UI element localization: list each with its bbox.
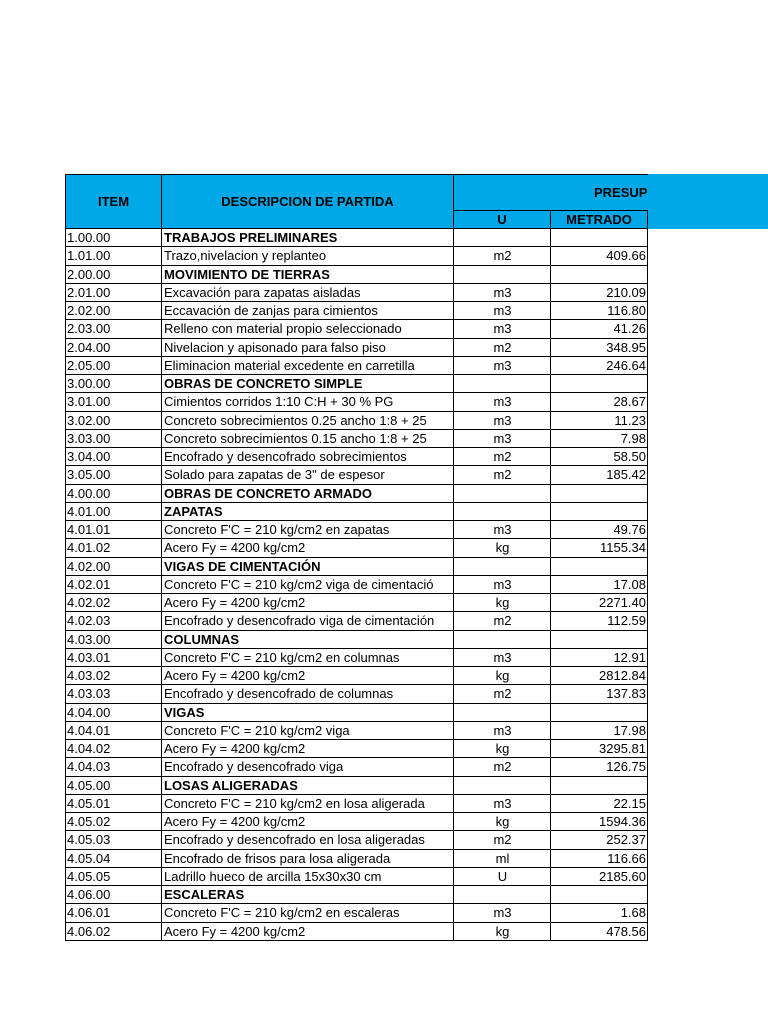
- table-row: [65, 485, 648, 503]
- cell-unidad[interactable]: m2: [453, 466, 551, 484]
- cell-metrado[interactable]: 22.15: [550, 795, 648, 813]
- cell-metrado[interactable]: [550, 558, 648, 576]
- table-row: [65, 649, 648, 667]
- cell-unidad[interactable]: [453, 704, 551, 722]
- cell-item[interactable]: 3.02.00: [65, 412, 162, 430]
- cell-metrado[interactable]: 58.50: [550, 448, 648, 466]
- table-row: [65, 448, 648, 466]
- cell-descripcion[interactable]: COLUMNAS: [161, 631, 454, 649]
- cell-metrado[interactable]: [550, 886, 648, 904]
- cell-metrado[interactable]: 17.08: [550, 576, 648, 594]
- table-row: [65, 357, 648, 375]
- table-row: [65, 247, 648, 265]
- cell-metrado[interactable]: 1155.34: [550, 539, 648, 557]
- cell-metrado[interactable]: 116.80: [550, 302, 648, 320]
- header-presupuesto[interactable]: PRESUP: [453, 174, 648, 211]
- cell-metrado[interactable]: 2185.60: [550, 868, 648, 886]
- cell-unidad[interactable]: m3: [453, 521, 551, 539]
- cell-metrado[interactable]: 12.91: [550, 649, 648, 667]
- cell-descripcion[interactable]: OBRAS DE CONCRETO SIMPLE: [161, 375, 454, 393]
- table-row: [65, 631, 648, 649]
- table-row: [65, 740, 648, 758]
- table-row: [65, 777, 648, 795]
- cell-metrado[interactable]: 1594.36: [550, 813, 648, 831]
- cell-item[interactable]: 4.04.01: [65, 722, 162, 740]
- table-row: [65, 539, 648, 557]
- cell-metrado[interactable]: [550, 704, 648, 722]
- cell-unidad[interactable]: m2: [453, 831, 551, 849]
- cell-item[interactable]: 4.05.05: [65, 868, 162, 886]
- table-row: [65, 576, 648, 594]
- cell-unidad[interactable]: m3: [453, 357, 551, 375]
- cell-descripcion[interactable]: Concreto F'C = 210 kg/cm2 en escaleras: [161, 904, 454, 922]
- cell-item[interactable]: 4.05.04: [65, 850, 162, 868]
- cell-metrado[interactable]: 1.68: [550, 904, 648, 922]
- cell-item[interactable]: 4.02.00: [65, 558, 162, 576]
- cell-metrado[interactable]: [550, 503, 648, 521]
- cell-item[interactable]: 4.04.00: [65, 704, 162, 722]
- cell-descripcion[interactable]: LOSAS ALIGERADAS: [161, 777, 454, 795]
- table-row: [65, 521, 648, 539]
- cell-metrado[interactable]: 112.59: [550, 612, 648, 630]
- cell-unidad[interactable]: kg: [453, 594, 551, 612]
- cell-metrado[interactable]: [550, 375, 648, 393]
- cell-unidad[interactable]: m3: [453, 302, 551, 320]
- cell-unidad[interactable]: [453, 485, 551, 503]
- table-row: [65, 266, 648, 284]
- header-fill-extension: [647, 174, 768, 229]
- cell-unidad[interactable]: m2: [453, 612, 551, 630]
- table-row: [65, 284, 648, 302]
- cell-item[interactable]: 4.06.00: [65, 886, 162, 904]
- cell-unidad[interactable]: kg: [453, 740, 551, 758]
- table-row: [65, 904, 648, 922]
- cell-unidad[interactable]: m3: [453, 722, 551, 740]
- cell-unidad[interactable]: ml: [453, 850, 551, 868]
- cell-item[interactable]: 3.03.00: [65, 430, 162, 448]
- cell-descripcion[interactable]: Trazo,nivelacion y replanteo: [161, 247, 454, 265]
- table-row: [65, 685, 648, 703]
- table-row: [65, 339, 648, 357]
- cell-item[interactable]: 3.01.00: [65, 393, 162, 411]
- cell-descripcion[interactable]: Concreto sobrecimientos 0.15 ancho 1:8 + 25: [161, 430, 454, 448]
- table-row: [65, 229, 648, 247]
- table-row: [65, 558, 648, 576]
- table-row: [65, 886, 648, 904]
- cell-item[interactable]: 4.04.03: [65, 758, 162, 776]
- cell-descripcion[interactable]: VIGAS: [161, 704, 454, 722]
- cell-item[interactable]: 4.02.01: [65, 576, 162, 594]
- table-row: [65, 868, 648, 886]
- table-row: [65, 430, 648, 448]
- cell-descripcion[interactable]: Encofrado y desencofrado viga de cimentación: [161, 612, 454, 630]
- cell-item[interactable]: 3.05.00: [65, 466, 162, 484]
- table-row: [65, 320, 648, 338]
- cell-unidad[interactable]: kg: [453, 813, 551, 831]
- cell-descripcion[interactable]: Encofrado y desencofrado viga: [161, 758, 454, 776]
- table-row: [65, 667, 648, 685]
- cell-unidad[interactable]: [453, 631, 551, 649]
- cell-item[interactable]: 4.03.00: [65, 631, 162, 649]
- cell-descripcion[interactable]: Encofrado y desencofrado de columnas: [161, 685, 454, 703]
- table-row: [65, 375, 648, 393]
- cell-descripcion[interactable]: Eccavación de zanjas para cimientos: [161, 302, 454, 320]
- cell-item[interactable]: 2.00.00: [65, 266, 162, 284]
- cell-descripcion[interactable]: Concreto F'C = 210 kg/cm2 en columnas: [161, 649, 454, 667]
- table-row: [65, 594, 648, 612]
- cell-unidad[interactable]: m2: [453, 247, 551, 265]
- cell-item[interactable]: 2.02.00: [65, 302, 162, 320]
- cell-descripcion[interactable]: Encofrado y desencofrado sobrecimientos: [161, 448, 454, 466]
- cell-descripcion[interactable]: ZAPATAS: [161, 503, 454, 521]
- cell-unidad[interactable]: m3: [453, 320, 551, 338]
- cell-metrado[interactable]: 17.98: [550, 722, 648, 740]
- cell-item[interactable]: 4.03.01: [65, 649, 162, 667]
- cell-metrado[interactable]: 185.42: [550, 466, 648, 484]
- cell-item[interactable]: 4.05.01: [65, 795, 162, 813]
- cell-descripcion[interactable]: VIGAS DE CIMENTACIÓN: [161, 558, 454, 576]
- cell-metrado[interactable]: 2812.84: [550, 667, 648, 685]
- cell-descripcion[interactable]: Encofrado de frisos para losa aligerada: [161, 850, 454, 868]
- cell-descripcion[interactable]: Solado para zapatas de 3" de espesor: [161, 466, 454, 484]
- cell-descripcion[interactable]: Acero Fy = 4200 kg/cm2: [161, 594, 454, 612]
- cell-unidad[interactable]: U: [453, 868, 551, 886]
- cell-descripcion[interactable]: Cimientos corridos 1:10 C:H + 30 % PG: [161, 393, 454, 411]
- cell-metrado[interactable]: 11.23: [550, 412, 648, 430]
- cell-item[interactable]: 2.04.00: [65, 339, 162, 357]
- cell-descripcion[interactable]: Acero Fy = 4200 kg/cm2: [161, 813, 454, 831]
- cell-descripcion[interactable]: OBRAS DE CONCRETO ARMADO: [161, 485, 454, 503]
- cell-metrado[interactable]: 252.37: [550, 831, 648, 849]
- cell-item[interactable]: 4.03.02: [65, 667, 162, 685]
- table-row: [65, 302, 648, 320]
- table-row: [65, 923, 648, 941]
- cell-descripcion[interactable]: Concreto F'C = 210 kg/cm2 en zapatas: [161, 521, 454, 539]
- cell-metrado[interactable]: 3295.81: [550, 740, 648, 758]
- cell-metrado[interactable]: [550, 631, 648, 649]
- header-item[interactable]: ITEM: [65, 174, 162, 229]
- cell-item[interactable]: 4.03.03: [65, 685, 162, 703]
- cell-metrado[interactable]: [550, 229, 648, 247]
- cell-item[interactable]: 4.02.02: [65, 594, 162, 612]
- cell-unidad[interactable]: m2: [453, 339, 551, 357]
- cell-unidad[interactable]: m3: [453, 904, 551, 922]
- cell-unidad[interactable]: m2: [453, 758, 551, 776]
- header-metrado[interactable]: METRADO: [550, 210, 648, 229]
- cell-unidad[interactable]: kg: [453, 667, 551, 685]
- cell-item[interactable]: 4.05.03: [65, 831, 162, 849]
- cell-descripcion[interactable]: Nivelacion y apisonado para falso piso: [161, 339, 454, 357]
- cell-descripcion[interactable]: MOVIMIENTO DE TIERRAS: [161, 266, 454, 284]
- table-row: [65, 795, 648, 813]
- cell-unidad[interactable]: m3: [453, 430, 551, 448]
- cell-metrado[interactable]: 126.75: [550, 758, 648, 776]
- cell-item[interactable]: 2.05.00: [65, 357, 162, 375]
- cell-metrado[interactable]: 7.98: [550, 430, 648, 448]
- cell-item[interactable]: 4.06.02: [65, 923, 162, 941]
- cell-metrado[interactable]: 246.64: [550, 357, 648, 375]
- cell-unidad[interactable]: m3: [453, 284, 551, 302]
- cell-metrado[interactable]: 2271.40: [550, 594, 648, 612]
- cell-unidad[interactable]: m3: [453, 576, 551, 594]
- cell-descripcion[interactable]: Ladrillo hueco de arcilla 15x30x30 cm: [161, 868, 454, 886]
- cell-descripcion[interactable]: Encofrado y desencofrado en losa aligeradas: [161, 831, 454, 849]
- cell-metrado[interactable]: 116.66: [550, 850, 648, 868]
- cell-item[interactable]: 4.05.00: [65, 777, 162, 795]
- cell-item[interactable]: 4.01.02: [65, 539, 162, 557]
- table-row: [65, 393, 648, 411]
- cell-unidad[interactable]: [453, 558, 551, 576]
- cell-unidad[interactable]: [453, 375, 551, 393]
- cell-unidad[interactable]: [453, 503, 551, 521]
- cell-item[interactable]: 3.00.00: [65, 375, 162, 393]
- table-row: [65, 813, 648, 831]
- cell-unidad[interactable]: m3: [453, 393, 551, 411]
- cell-descripcion[interactable]: TRABAJOS PRELIMINARES: [161, 229, 454, 247]
- table-row: [65, 704, 648, 722]
- table-row: [65, 831, 648, 849]
- cell-unidad[interactable]: kg: [453, 539, 551, 557]
- cell-unidad[interactable]: m2: [453, 448, 551, 466]
- cell-descripcion[interactable]: ESCALERAS: [161, 886, 454, 904]
- cell-unidad[interactable]: m3: [453, 795, 551, 813]
- table-row: [65, 466, 648, 484]
- cell-unidad[interactable]: m2: [453, 685, 551, 703]
- table-row: [65, 503, 648, 521]
- cell-item[interactable]: 4.05.02: [65, 813, 162, 831]
- cell-unidad[interactable]: [453, 266, 551, 284]
- cell-unidad[interactable]: [453, 229, 551, 247]
- table-row: [65, 612, 648, 630]
- cell-descripcion[interactable]: Eliminacion material excedente en carretilla: [161, 357, 454, 375]
- table-row: [65, 412, 648, 430]
- table-row: [65, 722, 648, 740]
- cell-metrado[interactable]: 28.67: [550, 393, 648, 411]
- cell-unidad[interactable]: m3: [453, 412, 551, 430]
- cell-metrado[interactable]: 409.66: [550, 247, 648, 265]
- cell-item[interactable]: 2.03.00: [65, 320, 162, 338]
- cell-metrado[interactable]: 210.09: [550, 284, 648, 302]
- cell-metrado[interactable]: 41.26: [550, 320, 648, 338]
- cell-descripcion[interactable]: Acero Fy = 4200 kg/cm2: [161, 740, 454, 758]
- header-unidad[interactable]: U: [453, 210, 551, 229]
- cell-unidad[interactable]: m3: [453, 649, 551, 667]
- cell-unidad[interactable]: [453, 777, 551, 795]
- cell-descripcion[interactable]: Concreto F'C = 210 kg/cm2 en losa aligerada: [161, 795, 454, 813]
- cell-item[interactable]: 4.04.02: [65, 740, 162, 758]
- cell-descripcion[interactable]: Acero Fy = 4200 kg/cm2: [161, 923, 454, 941]
- table-row: [65, 850, 648, 868]
- cell-metrado[interactable]: [550, 485, 648, 503]
- cell-descripcion[interactable]: Excavación para zapatas aisladas: [161, 284, 454, 302]
- cell-unidad[interactable]: kg: [453, 923, 551, 941]
- cell-item[interactable]: 4.00.00: [65, 485, 162, 503]
- cell-item[interactable]: 3.04.00: [65, 448, 162, 466]
- cell-descripcion[interactable]: Concreto F'C = 210 kg/cm2 viga de cimentació: [161, 576, 454, 594]
- cell-item[interactable]: 4.01.00: [65, 503, 162, 521]
- cell-item[interactable]: 2.01.00: [65, 284, 162, 302]
- cell-metrado[interactable]: 137.83: [550, 685, 648, 703]
- cell-descripcion[interactable]: Concreto F'C = 210 kg/cm2 viga: [161, 722, 454, 740]
- cell-item[interactable]: 4.01.01: [65, 521, 162, 539]
- table-header: [65, 174, 648, 229]
- cell-metrado[interactable]: 348.95: [550, 339, 648, 357]
- cell-metrado[interactable]: 49.76: [550, 521, 648, 539]
- cell-item[interactable]: 1.00.00: [65, 229, 162, 247]
- cell-item[interactable]: 1.01.00: [65, 247, 162, 265]
- cell-item[interactable]: 4.02.03: [65, 612, 162, 630]
- cell-metrado[interactable]: [550, 777, 648, 795]
- cell-descripcion[interactable]: Concreto sobrecimientos 0.25 ancho 1:8 + 25: [161, 412, 454, 430]
- cell-descripcion[interactable]: Relleno con material propio seleccionado: [161, 320, 454, 338]
- cell-descripcion[interactable]: Acero Fy = 4200 kg/cm2: [161, 667, 454, 685]
- cell-metrado[interactable]: [550, 266, 648, 284]
- cell-descripcion[interactable]: Acero Fy = 4200 kg/cm2: [161, 539, 454, 557]
- cell-unidad[interactable]: [453, 886, 551, 904]
- table-row: [65, 758, 648, 776]
- cell-metrado[interactable]: 478.56: [550, 923, 648, 941]
- cell-item[interactable]: 4.06.01: [65, 904, 162, 922]
- table-body: [65, 229, 648, 941]
- header-descripcion[interactable]: DESCRIPCION DE PARTIDA: [161, 174, 454, 229]
